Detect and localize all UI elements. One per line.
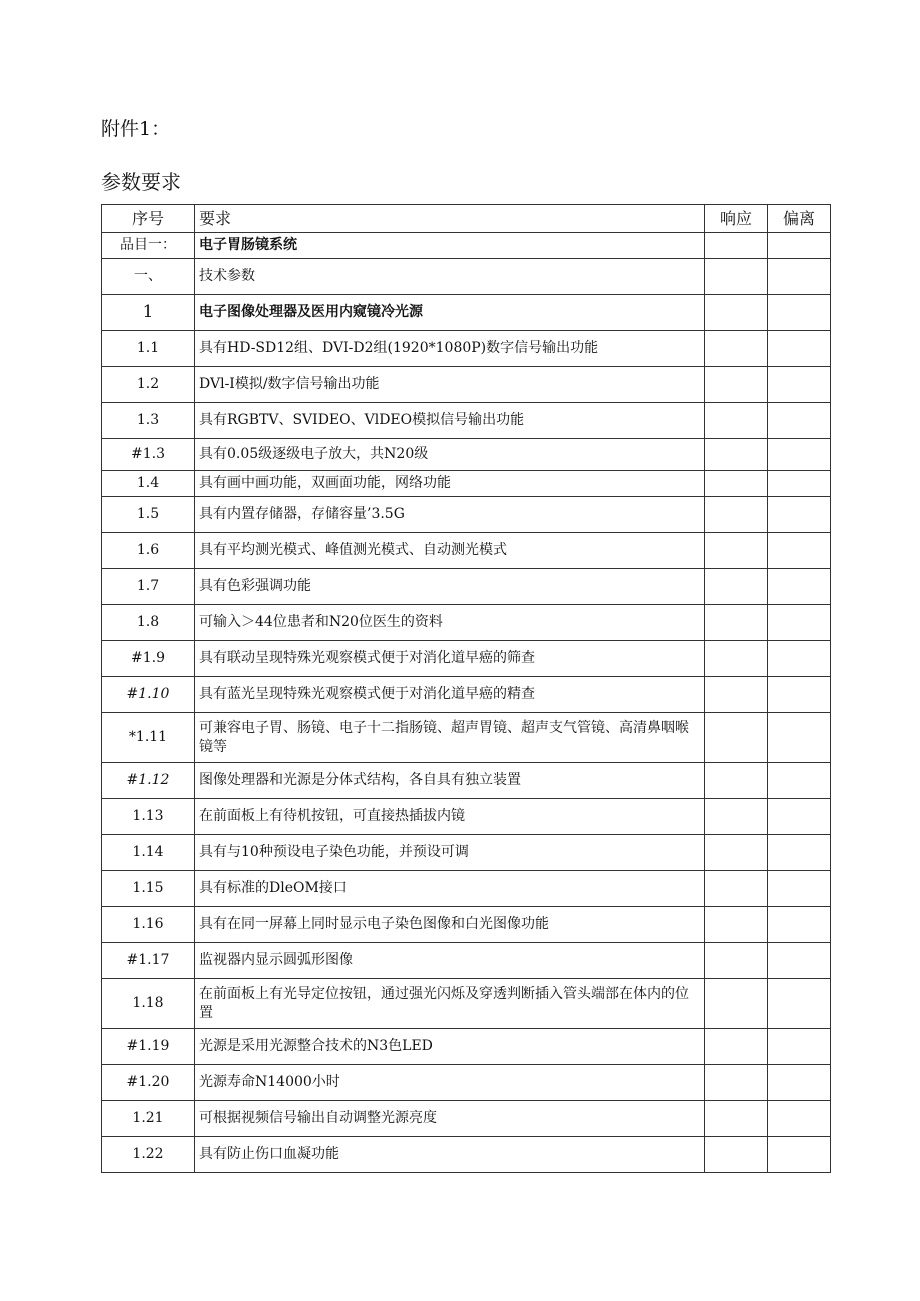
row-seq: #1.3 — [102, 439, 195, 471]
row-requirement: 具有色彩强调功能 — [195, 569, 705, 605]
row-response-cell[interactable] — [705, 871, 768, 907]
row-deviation-cell[interactable] — [768, 295, 831, 331]
row-requirement: 具有在同一屏幕上同时显示电子染色图像和白光图像功能 — [195, 907, 705, 943]
table-row — [102, 763, 831, 799]
row-requirement: 图像处理器和光源是分体式结构，各自具有独立装置 — [195, 763, 705, 799]
row-deviation-cell[interactable] — [768, 471, 831, 497]
row-response-cell[interactable] — [705, 439, 768, 471]
row-deviation-cell[interactable] — [768, 605, 831, 641]
row-deviation-cell[interactable] — [768, 1065, 831, 1101]
row-seq: 1.22 — [102, 1137, 195, 1173]
table-row — [102, 331, 831, 367]
row-response-cell[interactable] — [705, 1101, 768, 1137]
table-row — [102, 1137, 831, 1173]
row-deviation-cell[interactable] — [768, 907, 831, 943]
table-row — [102, 497, 831, 533]
row-response-cell[interactable] — [705, 763, 768, 799]
row-requirement: DVl-I模拟/数字信号输出功能 — [195, 367, 705, 403]
row-seq: 1.15 — [102, 871, 195, 907]
row-response-cell[interactable] — [705, 569, 768, 605]
row-response-cell[interactable] — [705, 471, 768, 497]
row-response-cell[interactable] — [705, 677, 768, 713]
row-deviation-cell[interactable] — [768, 641, 831, 677]
row-response-cell[interactable] — [705, 403, 768, 439]
row-seq: 1.4 — [102, 471, 195, 497]
table-row — [102, 233, 831, 259]
table-row — [102, 533, 831, 569]
row-seq: 1.5 — [102, 497, 195, 533]
table-row — [102, 259, 831, 295]
table-row — [102, 677, 831, 713]
header-response: 响应 — [705, 205, 768, 233]
row-response-cell[interactable] — [705, 1137, 768, 1173]
row-deviation-cell[interactable] — [768, 1029, 831, 1065]
row-requirement: 可兼容电子胃、肠镜、电子十二指肠镜、超声胃镜、超声支气管镜、高清鼻咽喉镜等 — [195, 713, 705, 763]
row-seq: 1.13 — [102, 799, 195, 835]
row-response-cell[interactable] — [705, 367, 768, 403]
row-seq: #1.12 — [102, 763, 195, 799]
table-row — [102, 403, 831, 439]
row-requirement: 具有平均测光模式、峰值测光模式、自动测光模式 — [195, 533, 705, 569]
page-title: 参数要求 — [101, 170, 181, 194]
table-row — [102, 1029, 831, 1065]
row-response-cell[interactable] — [705, 713, 768, 763]
table-row — [102, 943, 831, 979]
row-seq: #1.17 — [102, 943, 195, 979]
row-requirement: 具有与10种预设电子染色功能，并预设可调 — [195, 835, 705, 871]
row-requirement: 具有防止伤口血凝功能 — [195, 1137, 705, 1173]
row-deviation-cell[interactable] — [768, 677, 831, 713]
row-response-cell[interactable] — [705, 233, 768, 259]
row-deviation-cell[interactable] — [768, 1137, 831, 1173]
row-seq: 1.8 — [102, 605, 195, 641]
row-deviation-cell[interactable] — [768, 439, 831, 471]
table-row — [102, 713, 831, 763]
header-requirement: 要求 — [195, 205, 705, 233]
row-requirement: 可根据视频信号输出自动调整光源亮度 — [195, 1101, 705, 1137]
row-response-cell[interactable] — [705, 331, 768, 367]
header-seq: 序号 — [102, 205, 195, 233]
row-requirement: 具有0.05级逐级电子放大，共N20级 — [195, 439, 705, 471]
table-row — [102, 471, 831, 497]
row-deviation-cell[interactable] — [768, 331, 831, 367]
row-deviation-cell[interactable] — [768, 233, 831, 259]
row-seq: 品目一： — [102, 233, 195, 259]
header-deviation: 偏离 — [768, 205, 831, 233]
row-deviation-cell[interactable] — [768, 569, 831, 605]
row-response-cell[interactable] — [705, 497, 768, 533]
row-requirement: 具有RGBTV、SVIDEO、VlDEO模拟信号输出功能 — [195, 403, 705, 439]
row-deviation-cell[interactable] — [768, 259, 831, 295]
row-response-cell[interactable] — [705, 641, 768, 677]
row-response-cell[interactable] — [705, 835, 768, 871]
row-deviation-cell[interactable] — [768, 497, 831, 533]
row-seq: 1.2 — [102, 367, 195, 403]
table-row — [102, 569, 831, 605]
row-requirement: 可输入＞44位患者和N20位医生的资料 — [195, 605, 705, 641]
row-requirement: 具有蓝光呈现特殊光观察模式便于对消化道早癌的精查 — [195, 677, 705, 713]
attachment-label: 附件1： — [101, 118, 171, 140]
table-row — [102, 799, 831, 835]
row-seq: 1.16 — [102, 907, 195, 943]
table-row — [102, 641, 831, 677]
row-seq: #1.19 — [102, 1029, 195, 1065]
row-requirement: 具有HD-SD12组、DVI-D2组(1920*1080P)数字信号输出功能 — [195, 331, 705, 367]
row-requirement: 监视器内显示圆弧形图像 — [195, 943, 705, 979]
row-requirement: 具有画中画功能，双画面功能，网络功能 — [195, 471, 705, 497]
row-deviation-cell[interactable] — [768, 533, 831, 569]
row-seq: 1.18 — [102, 979, 195, 1029]
row-deviation-cell[interactable] — [768, 799, 831, 835]
row-response-cell[interactable] — [705, 1065, 768, 1101]
row-requirement: 光源是采用光源整合技术的N3色LED — [195, 1029, 705, 1065]
row-seq: 1 — [102, 295, 195, 331]
row-seq: 1.21 — [102, 1101, 195, 1137]
row-requirement: 光源寿命N14000小时 — [195, 1065, 705, 1101]
row-response-cell[interactable] — [705, 1029, 768, 1065]
row-seq: #1.10 — [102, 677, 195, 713]
row-requirement: 在前面板上有光导定位按钮，通过强光闪烁及穿透判断插入管头端部在体内的位置 — [195, 979, 705, 1029]
row-seq: 1.1 — [102, 331, 195, 367]
row-requirement: 具有内置存储器，存储容量’3.5G — [195, 497, 705, 533]
row-seq: 1.6 — [102, 533, 195, 569]
row-requirement: 在前面板上有待机按钮，可直接热插拔内镜 — [195, 799, 705, 835]
table-row — [102, 1065, 831, 1101]
row-response-cell[interactable] — [705, 295, 768, 331]
table-row — [102, 367, 831, 403]
table-row — [102, 1101, 831, 1137]
row-response-cell[interactable] — [705, 605, 768, 641]
table-row — [102, 295, 831, 331]
row-deviation-cell[interactable] — [768, 763, 831, 799]
row-deviation-cell[interactable] — [768, 943, 831, 979]
row-deviation-cell[interactable] — [768, 835, 831, 871]
row-response-cell[interactable] — [705, 979, 768, 1029]
row-seq: 1.3 — [102, 403, 195, 439]
row-deviation-cell[interactable] — [768, 403, 831, 439]
row-requirement: 电子图像处理器及医用内窥镜冷光源 — [195, 295, 705, 331]
row-requirement: 电子胃肠镜系统 — [195, 233, 705, 259]
row-response-cell[interactable] — [705, 259, 768, 295]
row-response-cell[interactable] — [705, 943, 768, 979]
row-seq: #1.20 — [102, 1065, 195, 1101]
row-seq: *1.11 — [102, 713, 195, 763]
row-deviation-cell[interactable] — [768, 713, 831, 763]
table-row — [102, 979, 831, 1029]
table-row — [102, 605, 831, 641]
row-seq: 1.14 — [102, 835, 195, 871]
row-response-cell[interactable] — [705, 907, 768, 943]
row-response-cell[interactable] — [705, 533, 768, 569]
row-deviation-cell[interactable] — [768, 979, 831, 1029]
row-requirement: 技术参数 — [195, 259, 705, 295]
row-deviation-cell[interactable] — [768, 871, 831, 907]
table-header-row — [102, 205, 831, 233]
table-row — [102, 439, 831, 471]
parameter-table — [101, 204, 831, 1173]
table-row — [102, 871, 831, 907]
row-seq: #1.9 — [102, 641, 195, 677]
table-row — [102, 835, 831, 871]
row-requirement: 具有标准的DleOM接口 — [195, 871, 705, 907]
row-seq: 一、 — [102, 259, 195, 295]
row-deviation-cell[interactable] — [768, 1101, 831, 1137]
row-response-cell[interactable] — [705, 799, 768, 835]
table-row — [102, 907, 831, 943]
row-deviation-cell[interactable] — [768, 367, 831, 403]
row-requirement: 具有联动呈现特殊光观察模式便于对消化道早癌的筛查 — [195, 641, 705, 677]
row-seq: 1.7 — [102, 569, 195, 605]
